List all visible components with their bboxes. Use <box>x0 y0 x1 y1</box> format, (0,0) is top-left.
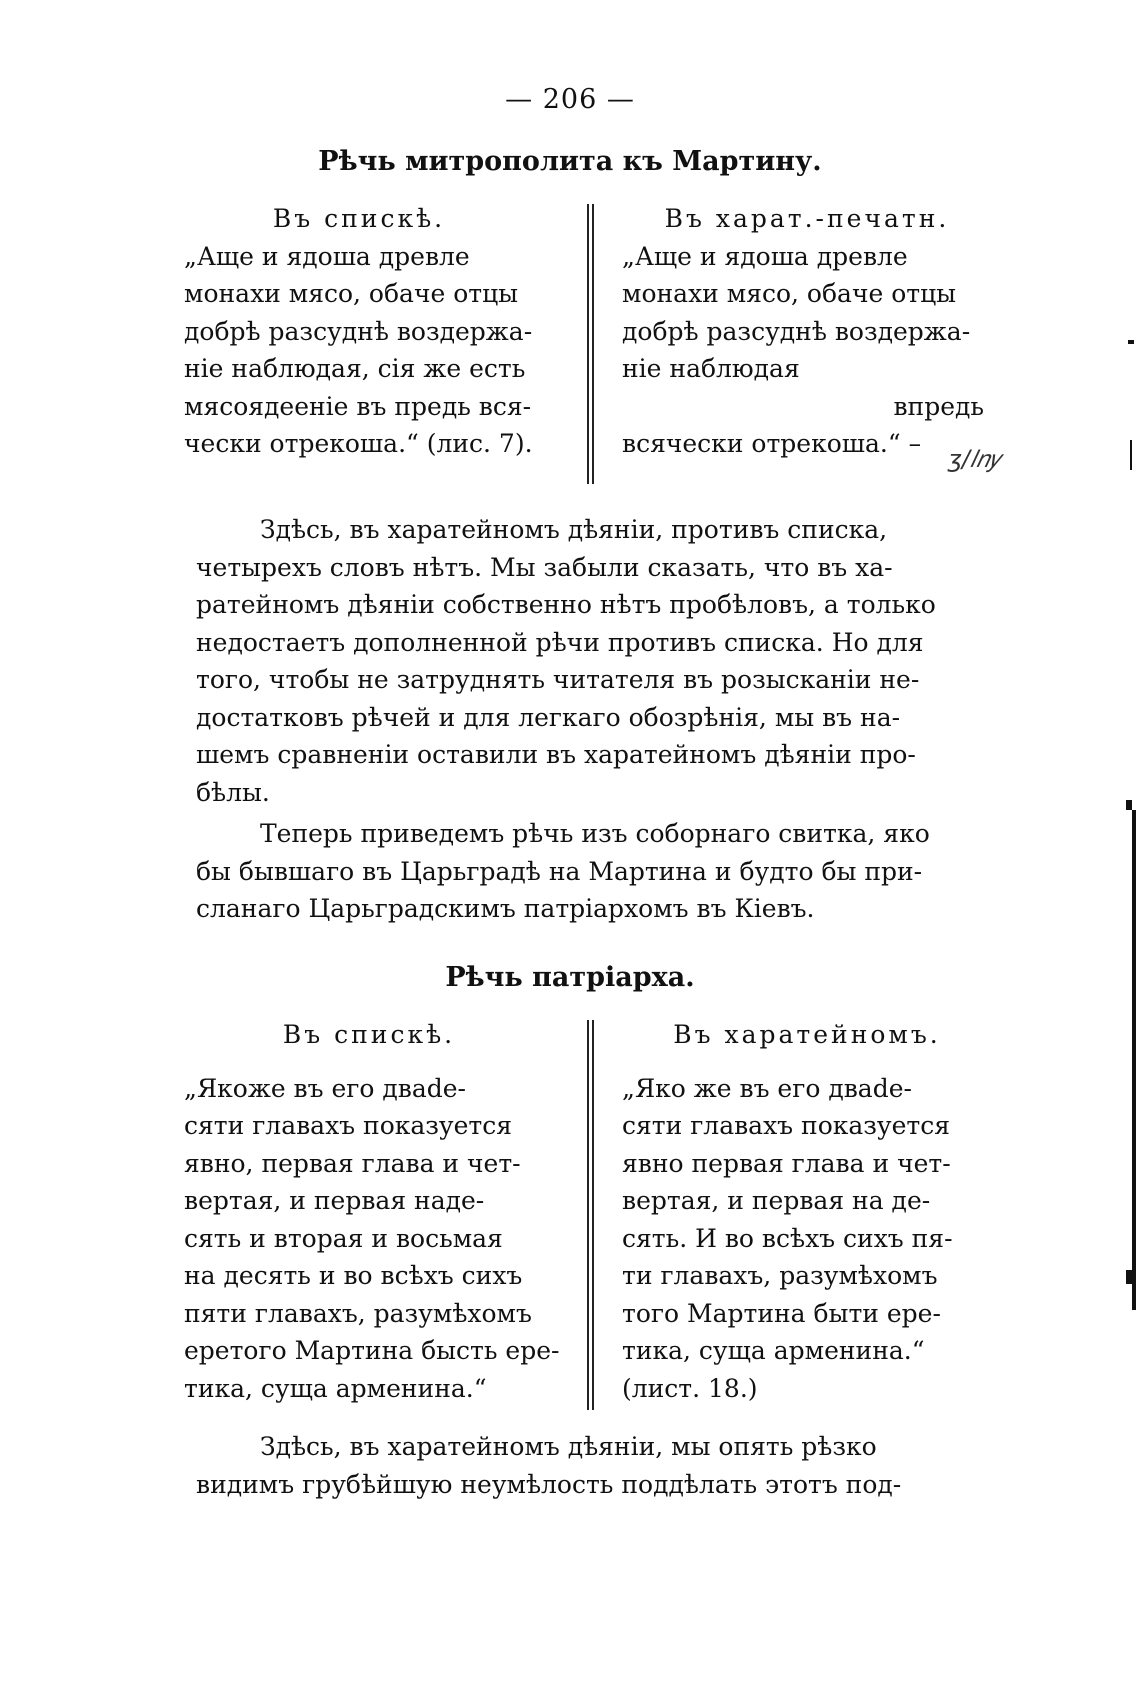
text-line: шемъ сравненіи оставили въ харатейномъ дѣяніи про- <box>196 740 916 769</box>
scan-edge-mark <box>1132 810 1136 1310</box>
column-heading: Въ спискѣ. <box>282 1020 456 1049</box>
text-line: добрѣ разсуднѣ воздержа- <box>184 316 533 346</box>
text-line: монахи мясо, обаче отцы <box>184 279 519 308</box>
text-line: тика, суща арменина.“ <box>622 1336 925 1365</box>
text-line: явно, первая глава и чет- <box>184 1148 521 1178</box>
text-line: сяти главахъ показуется <box>184 1111 513 1140</box>
text-line: вертая, и первая наде- <box>184 1186 485 1215</box>
text-line: вертая, и первая на де- <box>622 1186 931 1215</box>
text-line: ратейномъ дѣяніи собственно нѣтъ пробѣловъ, а только <box>196 590 936 619</box>
page-number: — 206 — <box>505 84 635 115</box>
column-divider <box>587 1020 594 1410</box>
text-line: на десять и во всѣхъ сихъ <box>184 1261 523 1290</box>
text-line: сять и вторая и восьмая <box>184 1223 503 1253</box>
text-line: достатковъ рѣчей и для легкаго обозрѣнія, мы въ на- <box>196 702 901 732</box>
text-line: монахи мясо, обаче отцы <box>622 279 957 308</box>
column-right-charter <box>622 1016 992 1407</box>
text-line: „Аще и ядоша древле <box>184 241 470 271</box>
text-line: Здѣсь, въ харатейномъ дѣяніи, противъ списка, <box>260 515 888 544</box>
section-heading-metropolitan: Рѣчь митрополита къ Мартину. <box>318 146 822 177</box>
body-paragraph-2 <box>196 815 986 928</box>
text-line: того, чтобы не затруднять читателя въ розысканіи не- <box>196 665 920 694</box>
text-line: пяти главахъ, разумѣхомъ <box>184 1298 532 1328</box>
column-right-printed <box>622 200 992 463</box>
body-paragraph-1 <box>196 511 986 811</box>
text-line: недостаетъ дополненной рѣчи противъ списка. Но для <box>196 627 924 657</box>
column-left-list <box>184 200 534 463</box>
text-line: видимъ грубѣйшую неумѣлость поддѣлать этотъ под- <box>196 1469 902 1499</box>
text-line: тика, суща арменина.“ <box>184 1373 487 1403</box>
text-line: еретого Мартина бысть ере- <box>184 1336 560 1365</box>
text-line: того Мартина быти ере- <box>622 1298 941 1328</box>
section-heading-patriarch: Рѣчь патріарха. <box>445 962 695 993</box>
text-line: впредь <box>893 391 984 421</box>
text-line: мясоядееніе въ предь вся- <box>184 391 532 421</box>
text-line: всячески отрекоша.“ – <box>622 429 922 458</box>
text-line: сять. И во всѣхъ сихъ пя- <box>622 1223 953 1253</box>
text-line: чески отрекоша.“ (лис. 7). <box>184 429 533 458</box>
handwritten-note: ʒ/𝑙𝑛𝑦 <box>948 445 1001 473</box>
scan-edge-mark <box>1126 800 1132 810</box>
text-line: четырехъ словъ нѣтъ. Мы забыли сказать, что въ ха- <box>196 552 893 582</box>
scan-edge-mark <box>1126 1270 1132 1284</box>
text-line: ти главахъ, разумѣхомъ <box>622 1261 938 1290</box>
text-line: бѣлы. <box>196 777 270 807</box>
text-line: Здѣсь, въ харатейномъ дѣяніи, мы опять рѣзко <box>260 1432 877 1461</box>
column-divider <box>587 204 594 484</box>
column-heading: Въ харатейномъ. <box>673 1020 941 1049</box>
body-paragraph-3 <box>196 1428 986 1503</box>
column-heading: Въ харат.-печатн. <box>664 204 950 233</box>
column-left-list <box>184 1016 560 1407</box>
column-heading: Въ спискѣ. <box>272 204 446 233</box>
text-line: ніе наблюдая <box>622 354 800 383</box>
text-line: явно первая глава и чет- <box>622 1148 951 1178</box>
scan-edge-mark <box>1128 340 1134 344</box>
text-line: Теперь приведемъ рѣчь изъ соборнаго свитка, яко <box>260 819 930 848</box>
text-line: сяти главахъ показуется <box>622 1111 951 1140</box>
text-line: „Аще и ядоша древле <box>622 241 908 271</box>
text-line: сланаго Царьградскимъ патріархомъ въ Кіевъ. <box>196 894 815 923</box>
text-line: (лист. 18.) <box>622 1373 758 1403</box>
scan-edge-mark <box>1130 440 1132 470</box>
text-line: бы бывшаго въ Царьградѣ на Мартина и будто бы при- <box>196 856 923 886</box>
text-line: „Яко же въ его двade- <box>622 1073 912 1103</box>
text-line: ніе наблюдая, сія же есть <box>184 354 526 383</box>
text-line: добрѣ разсуднѣ воздержа- <box>622 316 971 346</box>
text-line: „Якоже въ его двade- <box>184 1073 466 1103</box>
